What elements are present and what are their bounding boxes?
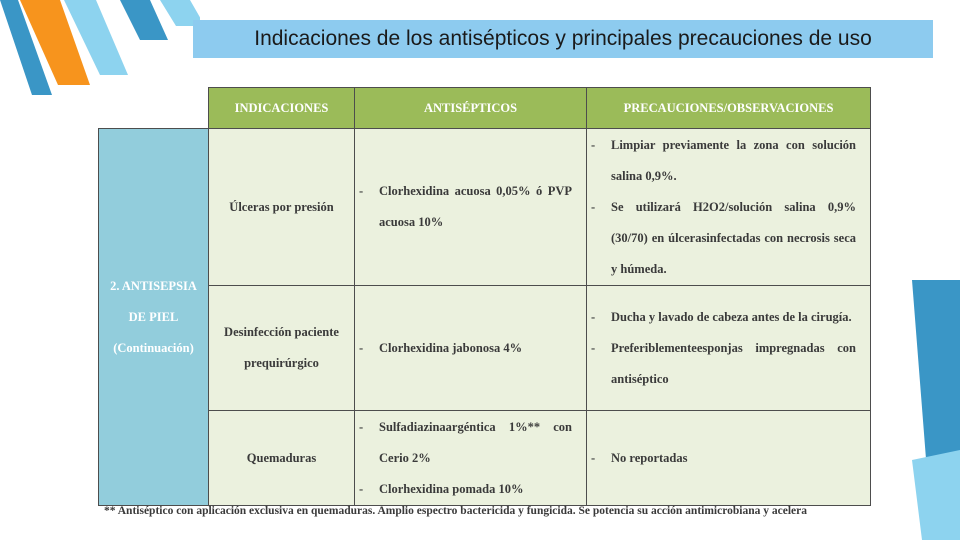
precaution-item: - Preferiblementeesponjas impregnadas con antiséptico (591, 333, 856, 395)
section-line-2: DE PIEL (128, 309, 179, 324)
precaution-item: - Se utilizará H2O2/solución salina 0,9% (30/70) en úlcerasinfectadas con necrosis seca y húmeda. (591, 192, 856, 285)
indication-text: Quemaduras (246, 450, 317, 465)
precaution-cell (587, 286, 871, 411)
header-antisepticos: ANTISÉPTICOS (355, 88, 587, 129)
precaution-item: - No reportadas (591, 443, 856, 474)
slide-title: Indicaciones de los antisépticos y principales precauciones de uso (193, 20, 933, 58)
precaution-cell (587, 129, 871, 286)
antiseptic-item: - Sulfadiazinaargéntica 1%** con Cerio 2% (359, 412, 572, 474)
stripe-blue-small (120, 0, 168, 40)
section-label (99, 129, 209, 506)
antiseptic-item: - Clorhexidina pomada 10% (359, 474, 572, 505)
indication-cell (209, 286, 355, 411)
table-row (99, 286, 871, 411)
stripe-light-right (912, 450, 960, 540)
section-line-3: (Continuación) (113, 340, 194, 355)
precaution-item: - Limpiar previamente la zona con solución salina 0,9%. (591, 130, 856, 192)
indication-cell (209, 411, 355, 506)
precaution-item: - Ducha y lavado de cabeza antes de la cirugía. (591, 302, 856, 333)
antiseptic-cell (355, 411, 587, 506)
antiseptic-cell (355, 286, 587, 411)
header-precauciones: PRECAUCIONES/OBSERVACIONES (587, 88, 871, 129)
table-header-row (99, 88, 871, 129)
antiseptic-item: - Clorhexidina jabonosa 4% (359, 333, 572, 364)
table-row (99, 129, 871, 286)
indication-text: Desinfección paciente (224, 325, 339, 339)
antiseptic-cell (355, 129, 587, 286)
header-indicaciones: INDICACIONES (209, 88, 355, 129)
header-spacer (99, 88, 209, 129)
bottom-right-stripes (860, 270, 960, 540)
antiseptic-item: - Clorhexidina acuosa 0,05% ó PVP acuosa 10% (359, 176, 572, 238)
footnote: ** Antiséptico con aplicación exclusiva en quemaduras. Amplio espectro bactericida y fungicida. Se potencia su acción antimicrobiana y acelera (104, 505, 807, 517)
precaution-cell (587, 411, 871, 506)
antiseptic-table (98, 87, 871, 506)
section-line-1: 2. ANTISEPSIA (110, 278, 197, 293)
table-row (99, 411, 871, 506)
indication-cell (209, 129, 355, 286)
indication-text: prequirúrgico (244, 356, 319, 370)
indication-text: Úlceras por presión (229, 199, 334, 214)
